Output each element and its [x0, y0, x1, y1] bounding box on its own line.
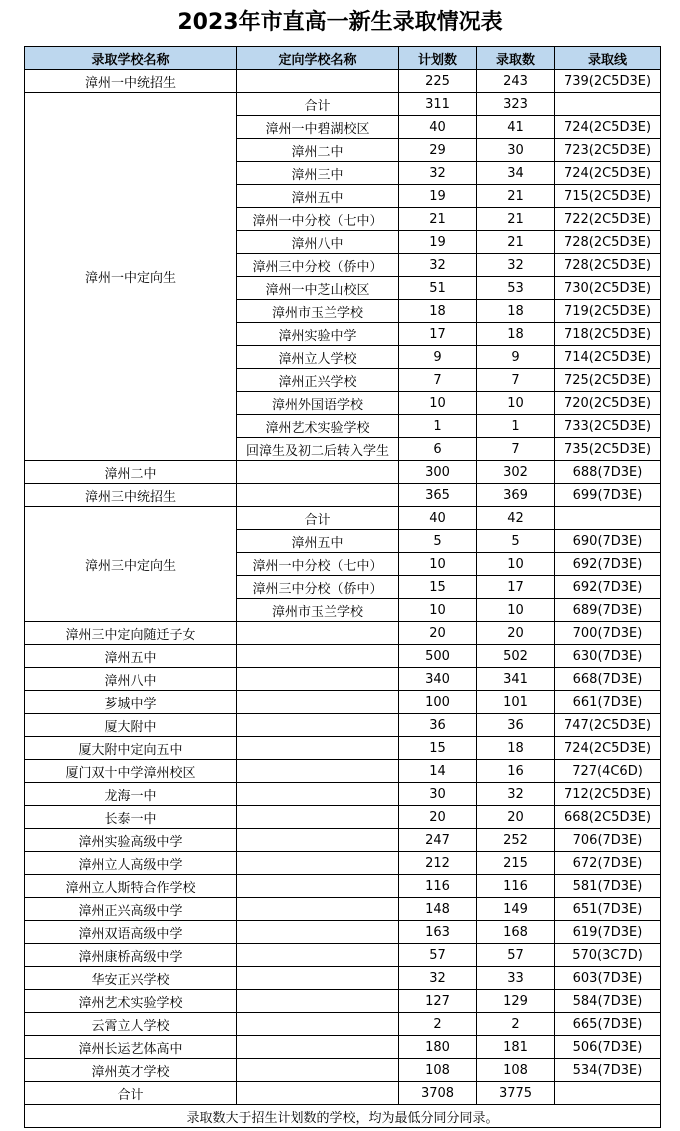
cell-admitted: 34: [477, 162, 555, 185]
cell-directed-school: 漳州一中芝山校区: [237, 277, 399, 300]
cell-directed-school: 漳州市玉兰学校: [237, 599, 399, 622]
cell-plan: 212: [399, 852, 477, 875]
cell-plan: 30: [399, 783, 477, 806]
page-title: 2023年市直高一新生录取情况表: [177, 10, 503, 35]
cell-admitted: 215: [477, 852, 555, 875]
cell-school: 漳州双语高级中学: [25, 921, 237, 944]
cell-directed-school: [237, 622, 399, 645]
cell-cutoff: 570(3C7D): [555, 944, 661, 967]
cell-cutoff: 603(7D3E): [555, 967, 661, 990]
cell-plan: 163: [399, 921, 477, 944]
table-row: [25, 484, 661, 507]
cell-plan: 20: [399, 622, 477, 645]
cell-school: 漳州英才学校: [25, 1059, 237, 1082]
cell-cutoff: 690(7D3E): [555, 530, 661, 553]
cell-school: 漳州长运艺体高中: [25, 1036, 237, 1059]
table-row: [25, 898, 661, 921]
cell-directed-school: 漳州市玉兰学校: [237, 300, 399, 323]
cell-plan: 17: [399, 323, 477, 346]
cell-cutoff: 712(2C5D3E): [555, 783, 661, 806]
cell-directed-school: 漳州一中分校（七中）: [237, 553, 399, 576]
cell-plan: 19: [399, 231, 477, 254]
cell-directed-school: [237, 484, 399, 507]
cell-cutoff: 747(2C5D3E): [555, 714, 661, 737]
table-row: [25, 829, 661, 852]
cell-school: 漳州三中定向随迁子女: [25, 622, 237, 645]
cell-cutoff: 665(7D3E): [555, 1013, 661, 1036]
cell-directed-school: [237, 967, 399, 990]
cell-admitted: 53: [477, 277, 555, 300]
cell-cutoff: 733(2C5D3E): [555, 415, 661, 438]
cell-plan: 20: [399, 806, 477, 829]
cell-directed-school: [237, 737, 399, 760]
cell-cutoff: 688(7D3E): [555, 461, 661, 484]
cell-admitted: 7: [477, 438, 555, 461]
cell-directed-school: [237, 875, 399, 898]
cell-school: 漳州实验高级中学: [25, 829, 237, 852]
cell-plan: 2: [399, 1013, 477, 1036]
cell-directed-school: [237, 944, 399, 967]
cell-cutoff: 722(2C5D3E): [555, 208, 661, 231]
table-row: [25, 737, 661, 760]
cell-plan: 51: [399, 277, 477, 300]
cell-directed-school: [237, 714, 399, 737]
cell-school: 漳州正兴高级中学: [25, 898, 237, 921]
header-school: 录取学校名称: [25, 47, 237, 70]
cell-admitted: 30: [477, 139, 555, 162]
cell-admitted: 10: [477, 553, 555, 576]
cell-plan: 365: [399, 484, 477, 507]
cell-admitted: 5: [477, 530, 555, 553]
cell-cutoff: 672(7D3E): [555, 852, 661, 875]
cell-school: 漳州康桥高级中学: [25, 944, 237, 967]
cell-admitted: 243: [477, 70, 555, 93]
cell-plan: 6: [399, 438, 477, 461]
cell-plan: 100: [399, 691, 477, 714]
table-row: [25, 1036, 661, 1059]
cell-plan: 29: [399, 139, 477, 162]
table-row: [25, 691, 661, 714]
table-row: [25, 921, 661, 944]
cell-school: 漳州一中定向生: [25, 93, 237, 461]
cell-directed-school: [237, 691, 399, 714]
cell-admitted: 181: [477, 1036, 555, 1059]
cell-plan: 10: [399, 599, 477, 622]
cell-directed-school: [237, 829, 399, 852]
cell-admitted: 36: [477, 714, 555, 737]
table-row: [25, 852, 661, 875]
cell-directed-school: [237, 990, 399, 1013]
cell-admitted: 10: [477, 392, 555, 415]
cell-directed-school: 漳州外国语学校: [237, 392, 399, 415]
cell-directed-school: 漳州正兴学校: [237, 369, 399, 392]
cell-school: 华安正兴学校: [25, 967, 237, 990]
cell-admitted: 17: [477, 576, 555, 599]
cell-plan: 32: [399, 162, 477, 185]
cell-admitted: 32: [477, 254, 555, 277]
cell-admitted: 129: [477, 990, 555, 1013]
cell-plan: 300: [399, 461, 477, 484]
note-text: 录取数大于招生计划数的学校，均为最低分同分同录。: [25, 1105, 661, 1128]
cell-admitted: 108: [477, 1059, 555, 1082]
cell-school: 合计: [25, 1082, 237, 1105]
cell-directed-school: 漳州三中: [237, 162, 399, 185]
table-row: [25, 645, 661, 668]
cell-directed-school: 漳州三中分校（侨中）: [237, 254, 399, 277]
cell-directed-school: 回漳生及初二后转入学生: [237, 438, 399, 461]
cell-school: 长泰一中: [25, 806, 237, 829]
cell-directed-school: [237, 1036, 399, 1059]
cell-admitted: 369: [477, 484, 555, 507]
cell-cutoff: 506(7D3E): [555, 1036, 661, 1059]
cell-school: 云霄立人学校: [25, 1013, 237, 1036]
cell-plan: 36: [399, 714, 477, 737]
cell-admitted: 41: [477, 116, 555, 139]
cell-cutoff: 739(2C5D3E): [555, 70, 661, 93]
cell-cutoff: 720(2C5D3E): [555, 392, 661, 415]
cell-cutoff: 630(7D3E): [555, 645, 661, 668]
cell-cutoff: 534(7D3E): [555, 1059, 661, 1082]
cell-cutoff: 727(4C6D): [555, 760, 661, 783]
cell-admitted: 18: [477, 300, 555, 323]
cell-cutoff: 718(2C5D3E): [555, 323, 661, 346]
cell-cutoff: 735(2C5D3E): [555, 438, 661, 461]
cell-school: 漳州二中: [25, 461, 237, 484]
table-row: [25, 967, 661, 990]
cell-plan: 10: [399, 392, 477, 415]
cell-school: 厦大附中: [25, 714, 237, 737]
cell-directed-school: 合计: [237, 507, 399, 530]
cell-admitted: 20: [477, 622, 555, 645]
cell-plan: 21: [399, 208, 477, 231]
cell-admitted: 20: [477, 806, 555, 829]
table-header-row: [25, 47, 661, 70]
cell-admitted: 10: [477, 599, 555, 622]
cell-directed-school: 漳州五中: [237, 185, 399, 208]
table-row: [25, 875, 661, 898]
cell-admitted: 302: [477, 461, 555, 484]
cell-cutoff: 668(2C5D3E): [555, 806, 661, 829]
table-row: [25, 668, 661, 691]
cell-cutoff: 661(7D3E): [555, 691, 661, 714]
table-row: [25, 760, 661, 783]
cell-plan: 14: [399, 760, 477, 783]
cell-admitted: 16: [477, 760, 555, 783]
cell-plan: 7: [399, 369, 477, 392]
cell-cutoff: 700(7D3E): [555, 622, 661, 645]
cell-plan: 116: [399, 875, 477, 898]
cell-directed-school: [237, 461, 399, 484]
cell-directed-school: [237, 783, 399, 806]
cell-cutoff: 719(2C5D3E): [555, 300, 661, 323]
cell-admitted: 21: [477, 208, 555, 231]
table-row: [25, 990, 661, 1013]
cell-admitted: 9: [477, 346, 555, 369]
cell-cutoff: 706(7D3E): [555, 829, 661, 852]
table-row: [25, 507, 661, 530]
cell-directed-school: [237, 1082, 399, 1105]
table-row: [25, 93, 661, 116]
cell-plan: 148: [399, 898, 477, 921]
cell-cutoff: 692(7D3E): [555, 576, 661, 599]
cell-school: 厦门双十中学漳州校区: [25, 760, 237, 783]
header-cutoff: 录取线: [555, 47, 661, 70]
cell-plan: 32: [399, 967, 477, 990]
table-row: [25, 1059, 661, 1082]
cell-admitted: 7: [477, 369, 555, 392]
cell-admitted: 502: [477, 645, 555, 668]
cell-cutoff: 714(2C5D3E): [555, 346, 661, 369]
table-row: [25, 70, 661, 93]
cell-admitted: 2: [477, 1013, 555, 1036]
cell-cutoff: 730(2C5D3E): [555, 277, 661, 300]
cell-directed-school: 漳州八中: [237, 231, 399, 254]
cell-cutoff: 581(7D3E): [555, 875, 661, 898]
cell-plan: 15: [399, 737, 477, 760]
cell-admitted: 323: [477, 93, 555, 116]
table-row: [25, 622, 661, 645]
table-row: [25, 944, 661, 967]
cell-school: 漳州立人斯特合作学校: [25, 875, 237, 898]
cell-plan: 5: [399, 530, 477, 553]
cell-cutoff: 724(2C5D3E): [555, 737, 661, 760]
table-row: [25, 461, 661, 484]
cell-school: 漳州三中统招生: [25, 484, 237, 507]
cell-admitted: 42: [477, 507, 555, 530]
cell-school: 芗城中学: [25, 691, 237, 714]
cell-admitted: 1: [477, 415, 555, 438]
cell-plan: 57: [399, 944, 477, 967]
cell-plan: 108: [399, 1059, 477, 1082]
cell-admitted: 341: [477, 668, 555, 691]
cell-plan: 32: [399, 254, 477, 277]
header-admitted: 录取数: [477, 47, 555, 70]
cell-cutoff: 715(2C5D3E): [555, 185, 661, 208]
cell-admitted: 32: [477, 783, 555, 806]
cell-cutoff: 724(2C5D3E): [555, 162, 661, 185]
header-plan: 计划数: [399, 47, 477, 70]
table-row: [25, 1082, 661, 1105]
cell-plan: 311: [399, 93, 477, 116]
cell-admitted: 57: [477, 944, 555, 967]
cell-plan: 40: [399, 116, 477, 139]
cell-plan: 10: [399, 553, 477, 576]
cell-admitted: 33: [477, 967, 555, 990]
cell-directed-school: 漳州一中碧湖校区: [237, 116, 399, 139]
cell-school: 漳州立人高级中学: [25, 852, 237, 875]
cell-plan: 225: [399, 70, 477, 93]
cell-admitted: 18: [477, 323, 555, 346]
table-body: [25, 70, 661, 1105]
cell-cutoff: 584(7D3E): [555, 990, 661, 1013]
cell-admitted: 18: [477, 737, 555, 760]
cell-directed-school: 漳州一中分校（七中）: [237, 208, 399, 231]
cell-directed-school: 漳州立人学校: [237, 346, 399, 369]
cell-plan: 340: [399, 668, 477, 691]
cell-admitted: 149: [477, 898, 555, 921]
cell-plan: 127: [399, 990, 477, 1013]
cell-cutoff: [555, 507, 661, 530]
cell-school: 漳州五中: [25, 645, 237, 668]
cell-admitted: 101: [477, 691, 555, 714]
table-row: [25, 806, 661, 829]
cell-plan: 18: [399, 300, 477, 323]
cell-plan: 1: [399, 415, 477, 438]
cell-plan: 247: [399, 829, 477, 852]
cell-plan: 500: [399, 645, 477, 668]
cell-plan: 40: [399, 507, 477, 530]
cell-cutoff: 699(7D3E): [555, 484, 661, 507]
cell-directed-school: [237, 921, 399, 944]
cell-school: 龙海一中: [25, 783, 237, 806]
admission-table: [24, 46, 661, 1128]
table-row: [25, 783, 661, 806]
cell-school: 漳州三中定向生: [25, 507, 237, 622]
cell-plan: 180: [399, 1036, 477, 1059]
cell-school: 漳州一中统招生: [25, 70, 237, 93]
cell-cutoff: 725(2C5D3E): [555, 369, 661, 392]
cell-directed-school: 漳州艺术实验学校: [237, 415, 399, 438]
cell-admitted: 252: [477, 829, 555, 852]
cell-cutoff: 728(2C5D3E): [555, 231, 661, 254]
cell-directed-school: [237, 1013, 399, 1036]
cell-school: 厦大附中定向五中: [25, 737, 237, 760]
cell-directed-school: 漳州二中: [237, 139, 399, 162]
cell-directed-school: [237, 70, 399, 93]
table-row: [25, 714, 661, 737]
cell-cutoff: 724(2C5D3E): [555, 116, 661, 139]
cell-plan: 3708: [399, 1082, 477, 1105]
cell-admitted: 21: [477, 185, 555, 208]
cell-directed-school: [237, 852, 399, 875]
cell-cutoff: 689(7D3E): [555, 599, 661, 622]
cell-directed-school: [237, 760, 399, 783]
note-row: [25, 1105, 661, 1128]
cell-directed-school: [237, 1059, 399, 1082]
cell-plan: 9: [399, 346, 477, 369]
cell-plan: 15: [399, 576, 477, 599]
cell-directed-school: 合计: [237, 93, 399, 116]
cell-cutoff: 692(7D3E): [555, 553, 661, 576]
cell-cutoff: 619(7D3E): [555, 921, 661, 944]
cell-admitted: 3775: [477, 1082, 555, 1105]
cell-school: 漳州艺术实验学校: [25, 990, 237, 1013]
cell-admitted: 21: [477, 231, 555, 254]
cell-plan: 19: [399, 185, 477, 208]
cell-directed-school: 漳州实验中学: [237, 323, 399, 346]
cell-directed-school: [237, 806, 399, 829]
cell-directed-school: 漳州三中分校（侨中）: [237, 576, 399, 599]
table-row: [25, 1013, 661, 1036]
cell-cutoff: [555, 1082, 661, 1105]
cell-directed-school: 漳州五中: [237, 530, 399, 553]
cell-admitted: 168: [477, 921, 555, 944]
cell-directed-school: [237, 645, 399, 668]
cell-directed-school: [237, 668, 399, 691]
cell-cutoff: 723(2C5D3E): [555, 139, 661, 162]
cell-cutoff: 668(7D3E): [555, 668, 661, 691]
header-directed-school: 定向学校名称: [237, 47, 399, 70]
cell-admitted: 116: [477, 875, 555, 898]
cell-cutoff: 651(7D3E): [555, 898, 661, 921]
cell-school: 漳州八中: [25, 668, 237, 691]
cell-directed-school: [237, 898, 399, 921]
cell-cutoff: [555, 93, 661, 116]
cell-cutoff: 728(2C5D3E): [555, 254, 661, 277]
